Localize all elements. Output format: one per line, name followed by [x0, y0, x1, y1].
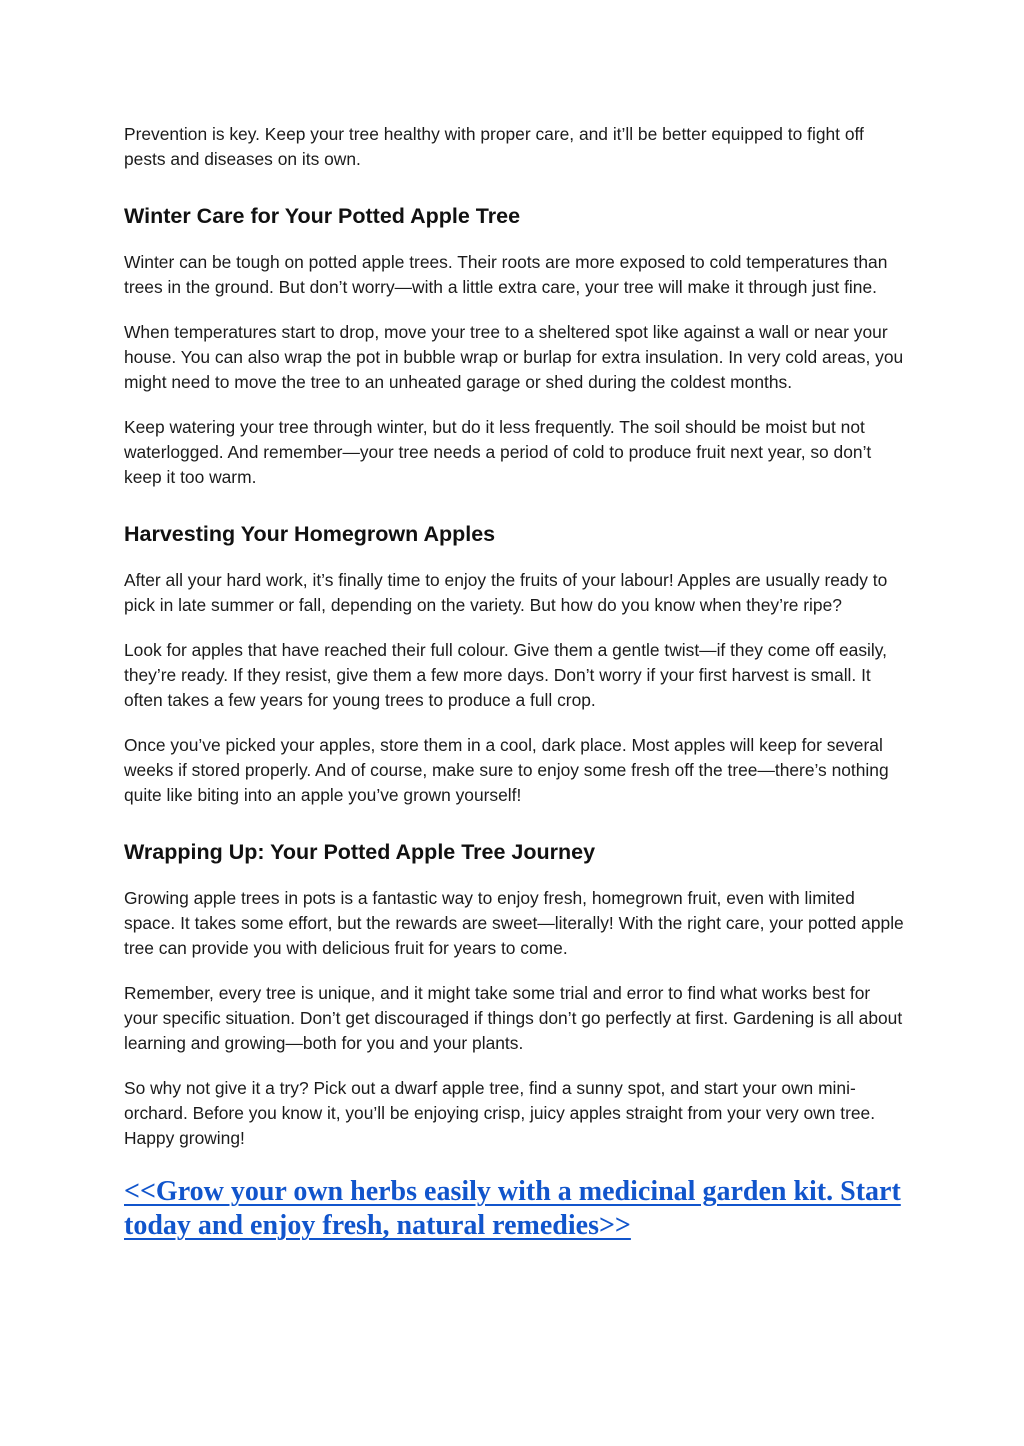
herb-garden-kit-link[interactable]: <<Grow your own herbs easily with a medicinal garden kit. Start today and enjoy fresh, natural remedies>> — [124, 1176, 901, 1241]
wrapping-paragraph-2: Remember, every tree is unique, and it might take some trial and error to find what works best for your specific situation. Don’t get discouraged if things don’t go perfectly at first. Gardening is all about learning and growing—both for you and your plants. — [124, 983, 903, 1053]
harvesting-paragraph-2: Look for apples that have reached their full colour. Give them a gentle twist—if they come off easily, they’re ready. If they resist, give them a few more days. Don’t worry if your first harvest is small. It often takes a few years for young trees to produce a full crop. — [124, 640, 888, 710]
winter-paragraph-1: Winter can be tough on potted apple trees. Their roots are more exposed to cold temperatures than trees in the ground. But don’t worry—with a little extra care, your tree will make it through just fine. — [124, 252, 888, 297]
harvesting-heading: Harvesting Your Homegrown Apples — [124, 522, 496, 546]
harvesting-paragraph-1: After all your hard work, it’s finally time to enjoy the fruits of your labour! Apples are usually ready to pick in late summer or fall, depending on the variety. But how do you know when they’re ripe? — [124, 570, 888, 615]
wrapping-paragraph-3: So why not give it a try? Pick out a dwarf apple tree, find a sunny spot, and start your own mini-orchard. Before you know it, you’ll be enjoying crisp, juicy apples straight from your very own tree. Happy growing! — [124, 1078, 876, 1148]
winter-care-heading: Winter Care for Your Potted Apple Tree — [124, 204, 521, 228]
wrapping-paragraph-1: Growing apple trees in pots is a fantastic way to enjoy fresh, homegrown fruit, even with limited space. It takes some effort, but the rewards are sweet—literally! With the right care, your potted apple tree can provide you with delicious fruit for years to come. — [124, 888, 904, 958]
harvesting-paragraph-3: Once you’ve picked your apples, store them in a cool, dark place. Most apples will keep for several weeks if stored properly. And of course, make sure to enjoy some fresh off the tree—there’s nothing quite like biting into an apple you’ve grown yourself! — [124, 735, 889, 805]
document-page — [124, 122, 904, 1243]
winter-paragraph-2: When temperatures start to drop, move your tree to a sheltered spot like against a wall or near your house. You can also wrap the pot in bubble wrap or burlap for extra insulation. In very cold areas, you might need to move the tree to an unheated garage or shed during the coldest months. — [124, 322, 904, 392]
winter-paragraph-3: Keep watering your tree through winter, but do it less frequently. The soil should be moist but not waterlogged. And remember—your tree needs a period of cold to produce fruit next year, so don’t keep it too warm. — [124, 417, 872, 487]
wrapping-up-heading: Wrapping Up: Your Potted Apple Tree Journey — [124, 840, 596, 864]
intro-paragraph: Prevention is key. Keep your tree healthy with proper care, and it’ll be better equipped to fight off pests and diseases on its own. — [124, 124, 864, 169]
